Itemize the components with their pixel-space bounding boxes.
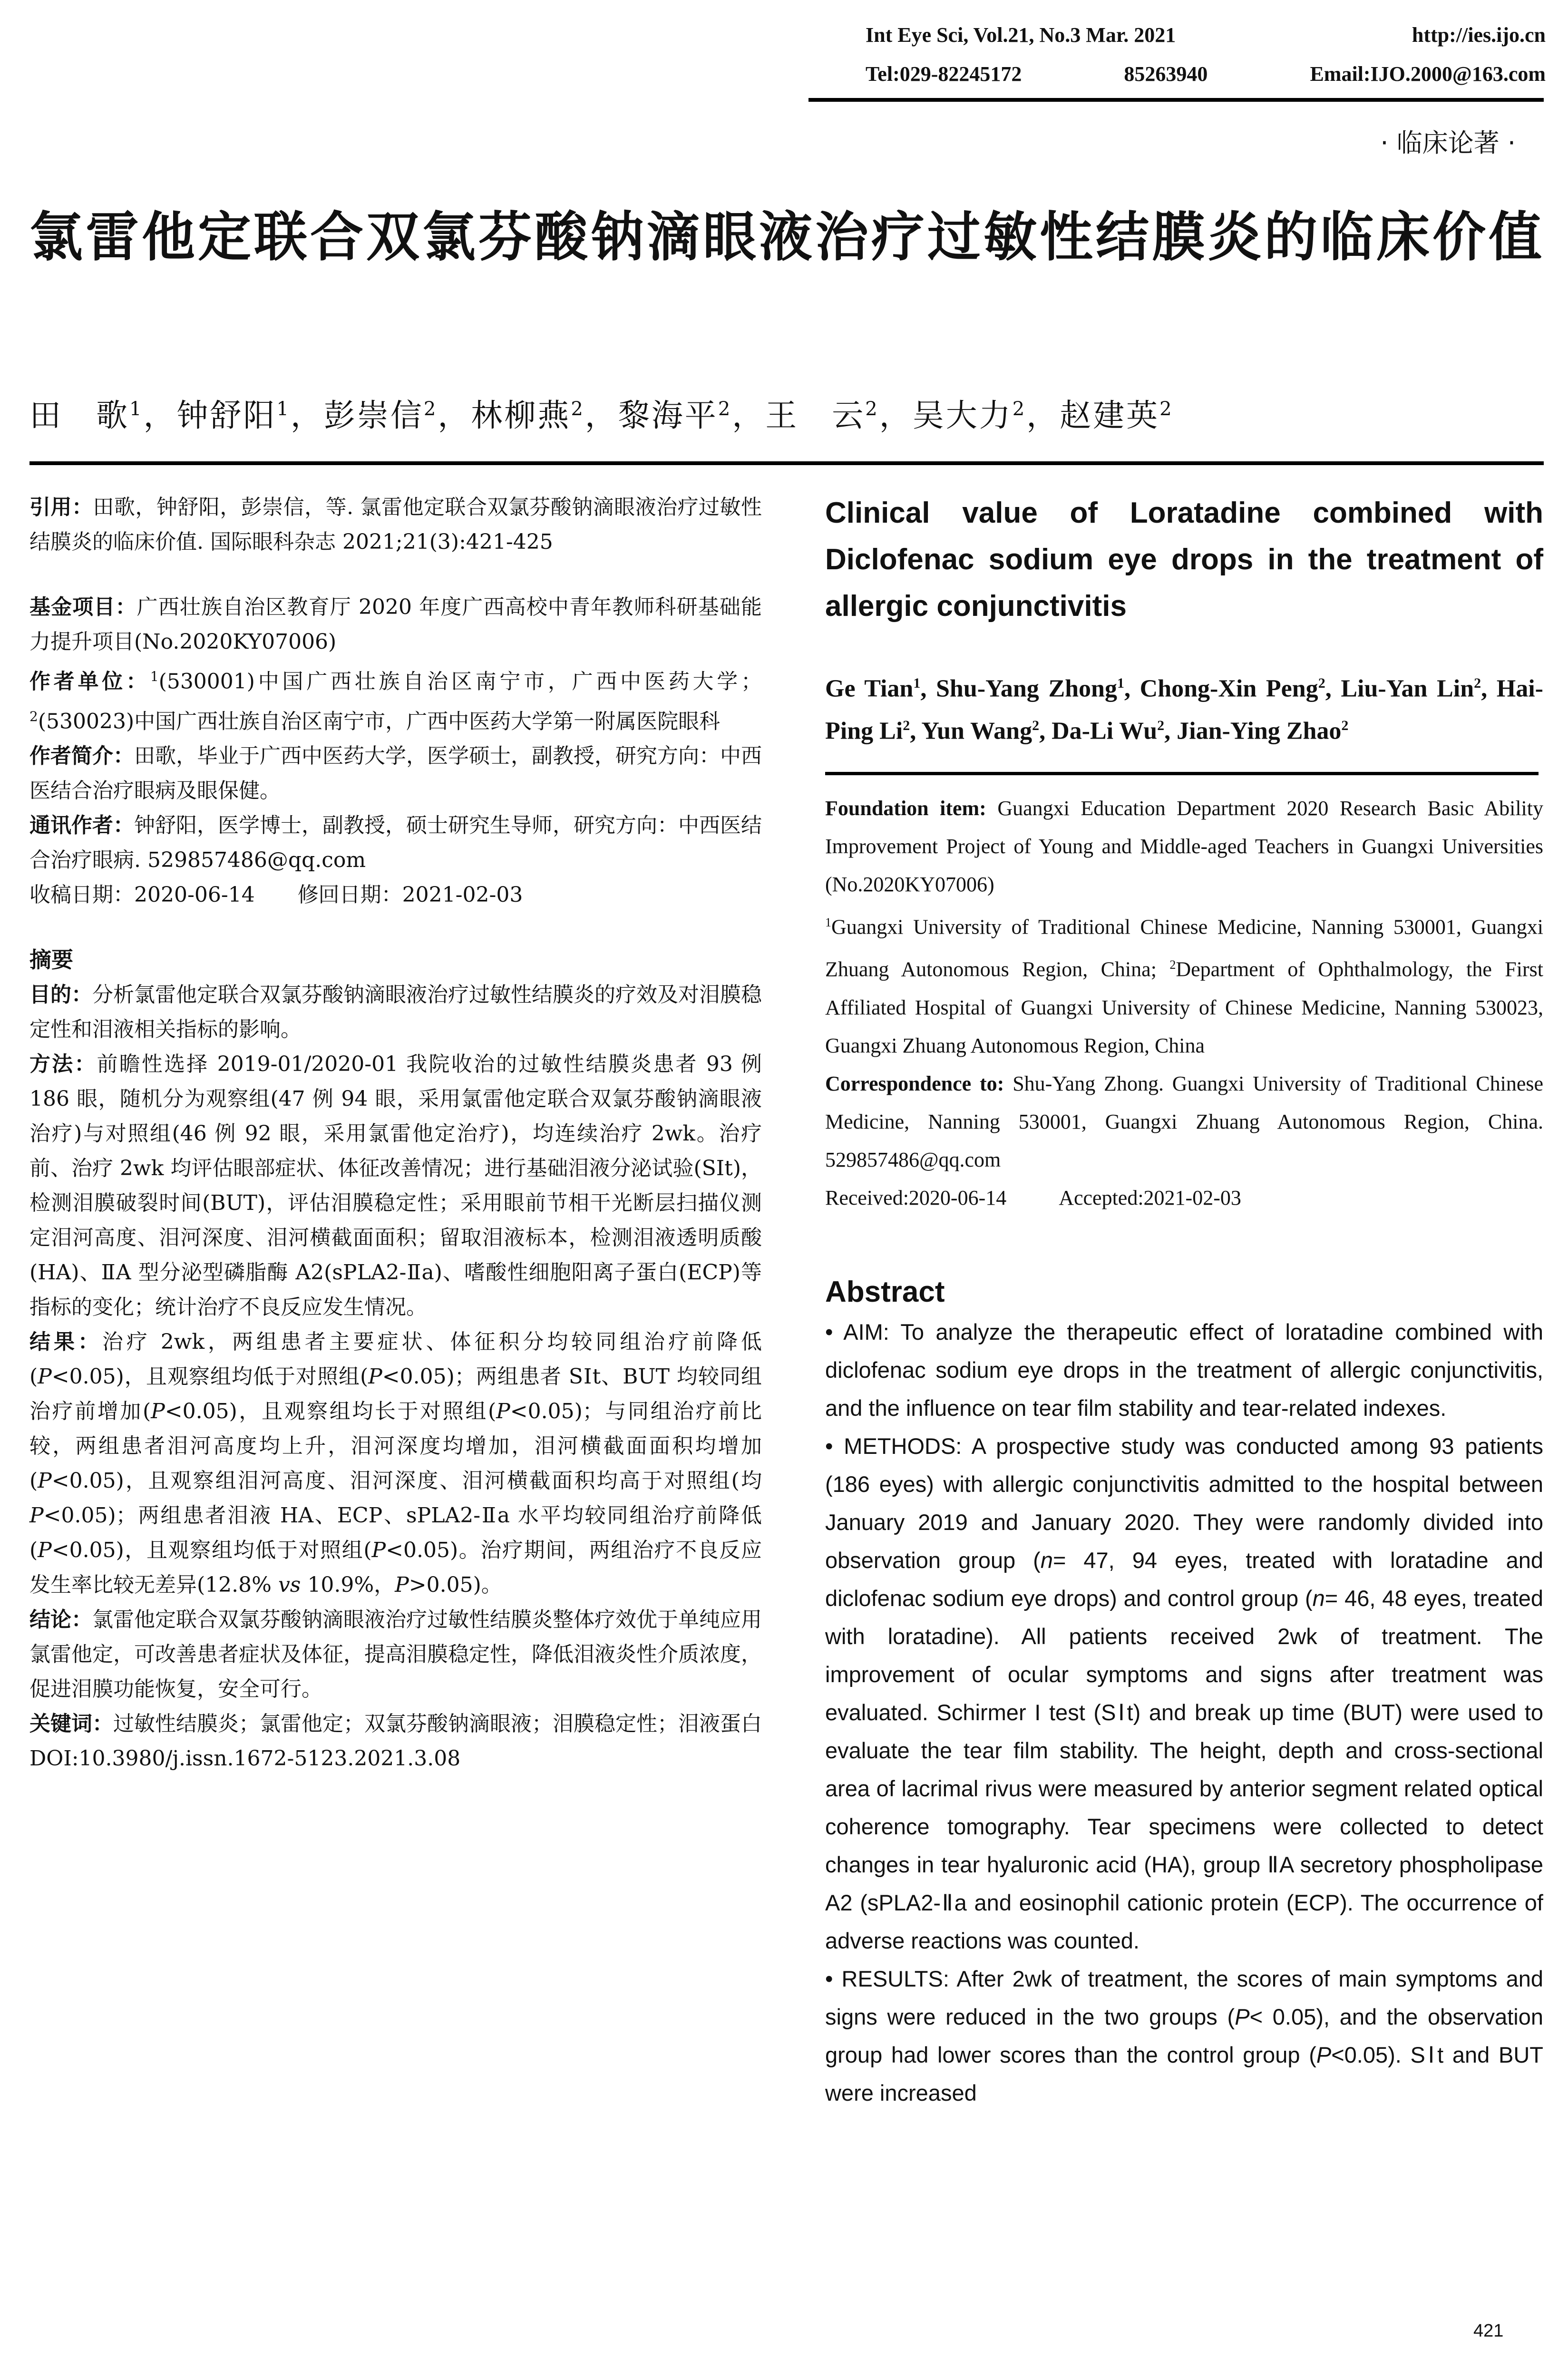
cn-author-aff-4: 2 [718, 398, 732, 420]
citation-text: 田歌，钟舒阳，彭崇信，等. 氯雷他定联合双氯芬酸钠滴眼液治疗过敏性结膜炎的临床价值. 国际眼科杂志 2021;21(3):421-425 [29, 495, 762, 554]
section-tag: · 临床论著 · [1380, 128, 1516, 158]
methods-en-part-3: n [1312, 1585, 1325, 1611]
results-cn-part-9: P [38, 1469, 52, 1493]
results-cn-part-0: 治疗 2wk，两组患者主要症状、体征积分均较同组治疗前降低( [29, 1330, 762, 1389]
en-author-aff-5: 2 [1032, 718, 1040, 734]
en-author-aff-6: 2 [1157, 718, 1165, 734]
en-author-6: Da-Li Wu [1052, 717, 1158, 745]
en-author-aff-0: 1 [913, 675, 921, 691]
right-column [825, 490, 1543, 2112]
aim-label: 目的： [29, 983, 92, 1007]
fund-text: 广西壮族自治区教育厅 2020 年度广西高校中青年教师科研基础能力提升项目(No.2020KY07006) [29, 595, 762, 654]
author-bio [29, 739, 762, 808]
results-en-part-1: P [1235, 2004, 1250, 2029]
cn-author-aff-1: 1 [276, 398, 291, 420]
results-label: 结果： [29, 1330, 102, 1354]
meta-en [825, 789, 1543, 1217]
accepted-en: Accepted:2021-02-03 [1059, 1186, 1241, 1209]
journal-tel: Tel:029-82245172 [866, 62, 1022, 86]
aff2-sup: 2 [29, 708, 38, 724]
corr-text: 钟舒阳，医学博士，副教授，硕士研究生导师，研究方向：中西医结合治疗眼病. 529857486@qq.com [29, 813, 762, 873]
results-en-part-0: • RESULTS: After 2wk of treatment, the scores of main symptoms and signs were reduced in the two groups ( [825, 1966, 1543, 2029]
journal-citation: Int Eye Sci, Vol.21, No.3 Mar. 2021 [866, 23, 1176, 47]
corr-label: 通讯作者： [29, 813, 134, 838]
results-cn-part-6: <0.05)，且观察组均长于对照组( [165, 1399, 497, 1424]
methods-en [825, 1427, 1543, 1960]
journal-email[interactable]: Email:IJO.2000@163.com [1310, 62, 1546, 86]
aff1-en: Guangxi University of Traditional Chinese Medicine, Nanning 530001, Guangxi Zhuang Autonomous Region, China; [825, 915, 1543, 981]
en-author-7: Jian-Ying Zhao [1177, 717, 1342, 745]
results-cn-part-16: <0.05)。治疗期间，两组治疗不良反应发生率比较无差异(12.8% [29, 1538, 762, 1598]
results-cn-part-19: P [395, 1573, 409, 1598]
foundation-text: Guangxi Education Department 2020 Research Basic Ability Improvement Project of Young and Middle-aged Teachers in Guangxi Universities (No.2020KY07006) [825, 796, 1544, 896]
revised-cn: 修回日期：2021-02-03 [297, 883, 523, 907]
aff1-text: (530001)中国广西壮族自治区南宁市，广西中医药大学； [158, 669, 762, 694]
keywords-label: 关键词： [29, 1712, 113, 1736]
results-cn-part-4: <0.05)；两组患者 SⅠt、BUT 均较同组治疗前增加( [29, 1364, 762, 1424]
left-column [29, 490, 762, 1776]
conclusion-text: 氯雷他定联合双氯芬酸钠滴眼液治疗过敏性结膜炎整体疗效优于单纯应用氯雷他定，可改善患者症状及体征，提高泪膜稳定性，降低泪液炎性介质浓度，促进泪膜功能恢复，安全可行。 [29, 1607, 762, 1702]
results-cn [29, 1325, 762, 1602]
conclusion-cn [29, 1602, 762, 1706]
bio-text: 田歌，毕业于广西中医药大学，医学硕士，副教授，研究方向：中西医结合治疗眼病及眼保健。 [29, 744, 762, 803]
results-cn-part-7: P [496, 1399, 510, 1424]
results-cn-part-1: P [38, 1364, 52, 1389]
results-en [825, 1960, 1543, 2112]
results-cn-part-13: P [38, 1538, 52, 1563]
paper-title-cn: 氯雷他定联合双氯芬酸钠滴眼液治疗过敏性结膜炎的临床价值 [29, 206, 1545, 268]
dates-en [825, 1179, 1543, 1217]
title-rule [29, 461, 1544, 465]
results-cn-part-12: <0.05)；两组患者泪液 HA、ECP、sPLA2-Ⅱa 水平均较同组治疗前降低( [29, 1503, 762, 1563]
en-author-2: Chong-Xin Peng [1139, 675, 1318, 702]
cn-author-aff-3: 2 [571, 398, 585, 420]
en-author-3: Liu-Yan Lin [1341, 675, 1474, 702]
foundation-en [825, 789, 1543, 904]
page-number: 421 [1473, 2321, 1504, 2341]
results-cn-part-18: 10.9%， [301, 1573, 395, 1598]
journal-header-line2 [866, 62, 1546, 86]
abstract-en [825, 1313, 1543, 2112]
en-author-4: Hai-Ping Li [825, 675, 1543, 745]
correspondence-en [825, 1065, 1543, 1179]
en-author-aff-3: 2 [1474, 675, 1481, 691]
authors-en: Ge Tian$^1$, Shu-Yang Zhong$^1$, Chong-Xin Peng$^2$, Liu-Yan Lin$^2$, Hai-Ping Li$^2$, Yun Wang$^2$, Da-Li Wu$^2$, Jian-Ying Zhao$^2$ [825, 675, 1543, 745]
en-author-1: Shu-Yang Zhong [936, 675, 1117, 702]
aff-label: 作者单位： [29, 669, 150, 694]
methods-en-part-0: • METHODS: A prospective study was conducted among 93 patients (186 eyes) with allergic conjunctivitis admitted to the hospital between January 2019 and January 2020. They were randomly divided into observation group ( [825, 1433, 1543, 1573]
cn-author-aff-6: 2 [1012, 398, 1027, 420]
results-cn-part-14: <0.05)，且观察组均低于对照组( [51, 1538, 372, 1563]
methods-en-part-1: n [1040, 1547, 1053, 1573]
cn-author-1: 钟舒阳 [176, 397, 277, 434]
aff2-en: Department of Ophthalmology, the First Affiliated Hospital of Guangxi University of Chinese Medicine, Nanning 530023, Guangxi Zhuang Autonomous Region, China [825, 957, 1543, 1057]
cn-author-6: 吴大力 [912, 397, 1013, 434]
en-author-aff-7: 2 [1341, 718, 1349, 734]
citation [29, 490, 762, 559]
results-cn-part-10: <0.05)，且观察组泪河高度、泪河深度、泪河横截面积均高于对照组(均 [51, 1469, 762, 1493]
affiliations-en [825, 904, 1543, 1065]
authors-cn: 田 歌$^1$，钟舒阳$^1$，彭崇信$^2$，林柳燕$^2$，黎海平$^2$，王 云$^2$，吴大力$^2$，赵建英$^2$ [29, 397, 1174, 434]
results-cn-part-5: P [151, 1399, 165, 1424]
cn-author-0: 田 歌 [29, 397, 129, 434]
results-en-part-3: P [1316, 2042, 1332, 2067]
en-author-5: Yun Wang [921, 717, 1032, 745]
received-en: Received:2020-06-14 [825, 1186, 1007, 1209]
aim-cn [29, 977, 762, 1047]
header-rule [808, 98, 1544, 102]
cn-author-aff-5: 2 [865, 398, 879, 420]
foundation-label: Foundation item: [825, 796, 986, 820]
results-cn-part-2: <0.05)，且观察组均低于对照组( [51, 1364, 369, 1389]
citation-label: 引用： [29, 495, 93, 519]
results-en-part-2: < 0.05), and the observation group had lower scores than the control group ( [825, 2004, 1544, 2067]
methods-text: 前瞻性选择 2019-01/2020-01 我院收治的过敏性结膜炎患者 93 例 186 眼，随机分为观察组(47 例 94 眼，采用氯雷他定联合双氯芬酸钠滴眼液治疗)与对照组(46 例 92 眼，采用氯雷他定治疗)，均连续治疗 2wk。治疗前、治疗 2wk 均评估眼部症状、体征改善情况；进行基础泪液分泌试验(SⅠt)，检测泪膜破裂时间(BUT)，评估泪膜稳定性；采用眼前节相干光断层扫描仪测定泪河高度、泪河深度、泪河横截面面积；留取泪液标本，检测泪液透明质酸(HA)、ⅡA 型分泌型磷脂酶 A2(sPLA2-Ⅱa)、嗜酸性细胞阳离子蛋白(ECP)等指标的变化；统计治疗不良反应发生情况。 [29, 1052, 762, 1320]
keywords-cn [29, 1706, 762, 1741]
aim-text: 分析氯雷他定联合双氯芬酸钠滴眼液治疗过敏性结膜炎的疗效及对泪膜稳定性和泪液相关指标的影响。 [29, 983, 762, 1042]
results-cn-part-17: vs [278, 1573, 301, 1598]
dates-cn [29, 877, 762, 912]
cn-author-3: 林柳燕 [471, 397, 571, 434]
results-cn-part-8: <0.05)；与同组治疗前比较，两组患者泪河高度均上升，泪河深度均增加，泪河横截面面积均增加( [29, 1399, 762, 1493]
results-text [29, 1330, 762, 1597]
corr-label-en: Correspondence to: [825, 1072, 1004, 1095]
methods-label: 方法： [29, 1052, 97, 1077]
fund-label: 基金项目： [29, 595, 137, 619]
aff1-sup: 1 [150, 669, 159, 684]
methods-en-part-4: = 46, 48 eyes, treated with loratadine). All patients received 2wk of treatment. The improvement of ocular symptoms and signs after treatment was evaluated. Schirmer I test (SⅠt) and break up time (BUT) were used to evaluate the tear film stability. The height, depth and cross-sectional area of lacrimal rivus were measured by anterior segment related optical coherence tomography. Tear specimens were collected to detect changes in tear hyaluronic acid (HA), group ⅡA secretory phospholipase A2 (sPLA2-Ⅱa and eosinophil cationic protein (ECP). The occurrence of adverse reactions was counted. [825, 1585, 1543, 1953]
abstract-heading-cn: 摘要 [29, 947, 73, 973]
abstract-heading-en: Abstract [825, 1275, 945, 1308]
cn-author-2: 彭崇信 [323, 397, 424, 434]
corresponding-author [29, 808, 762, 877]
aff2-sup-en: 2 [1169, 958, 1176, 972]
keywords-text: 过敏性结膜炎；氯雷他定；双氯芬酸钠滴眼液；泪膜稳定性；泪液蛋白 [113, 1712, 762, 1736]
journal-header-line1 [866, 23, 1546, 47]
affiliation [29, 659, 762, 739]
results-cn-part-3: P [368, 1364, 382, 1389]
results-en-part-4: <0.05). SⅠt and BUT were increased [825, 2042, 1543, 2105]
methods-cn [29, 1047, 762, 1325]
methods-en-part-2: = 47, 94 eyes, treated with loratadine and diclofenac sodium eye drops) and control group ( [825, 1547, 1544, 1611]
received-cn: 收稿日期：2020-06-14 [29, 883, 255, 907]
results-cn-part-11: P [29, 1503, 44, 1528]
authors-rule [825, 772, 1539, 775]
en-author-0: Ge Tian [825, 675, 914, 702]
results-cn-part-20: >0.05)。 [409, 1573, 502, 1598]
en-author-aff-4: 2 [903, 718, 910, 734]
cn-author-4: 黎海平 [618, 397, 718, 434]
cn-author-7: 赵建英 [1060, 397, 1160, 434]
cn-author-aff-0: 1 [129, 398, 144, 420]
en-author-aff-2: 2 [1318, 675, 1325, 691]
paper-title-en: Clinical value of Loratadine combined with Diclofenac sodium eye drops in the treatment of allergic conjunctivitis [825, 497, 1543, 623]
results-cn-part-15: P [371, 1538, 386, 1563]
corr-text-en: Shu-Yang Zhong. Guangxi University of Traditional Chinese Medicine, Nanning 530001, Guangxi Zhuang Autonomous Region, China. 529857486@qq.com [825, 1072, 1544, 1171]
fund [29, 590, 762, 659]
aff2-text: (530023)中国广西壮族自治区南宁市，广西中医药大学第一附属医院眼科 [38, 709, 721, 734]
aim-en: • AIM: To analyze the therapeutic effect of loratadine combined with diclofenac sodium eye drops in the treatment of allergic conjunctivitis, and the influence on tear film stability and tear-related indexes. [825, 1319, 1543, 1421]
doi[interactable]: DOI:10.3980/j.issn.1672-5123.2021.3.08 [29, 1746, 461, 1771]
cn-author-aff-2: 2 [423, 398, 438, 420]
bio-label: 作者简介： [29, 744, 134, 769]
journal-url[interactable]: http://ies.ijo.cn [1412, 23, 1546, 47]
conclusion-label: 结论： [29, 1607, 92, 1632]
journal-tel2: 85263940 [1124, 62, 1208, 86]
cn-author-aff-7: 2 [1159, 398, 1174, 420]
en-author-aff-1: 1 [1117, 675, 1124, 691]
aff1-sup-en: 1 [825, 915, 831, 929]
cn-author-5: 王 云 [765, 397, 866, 434]
